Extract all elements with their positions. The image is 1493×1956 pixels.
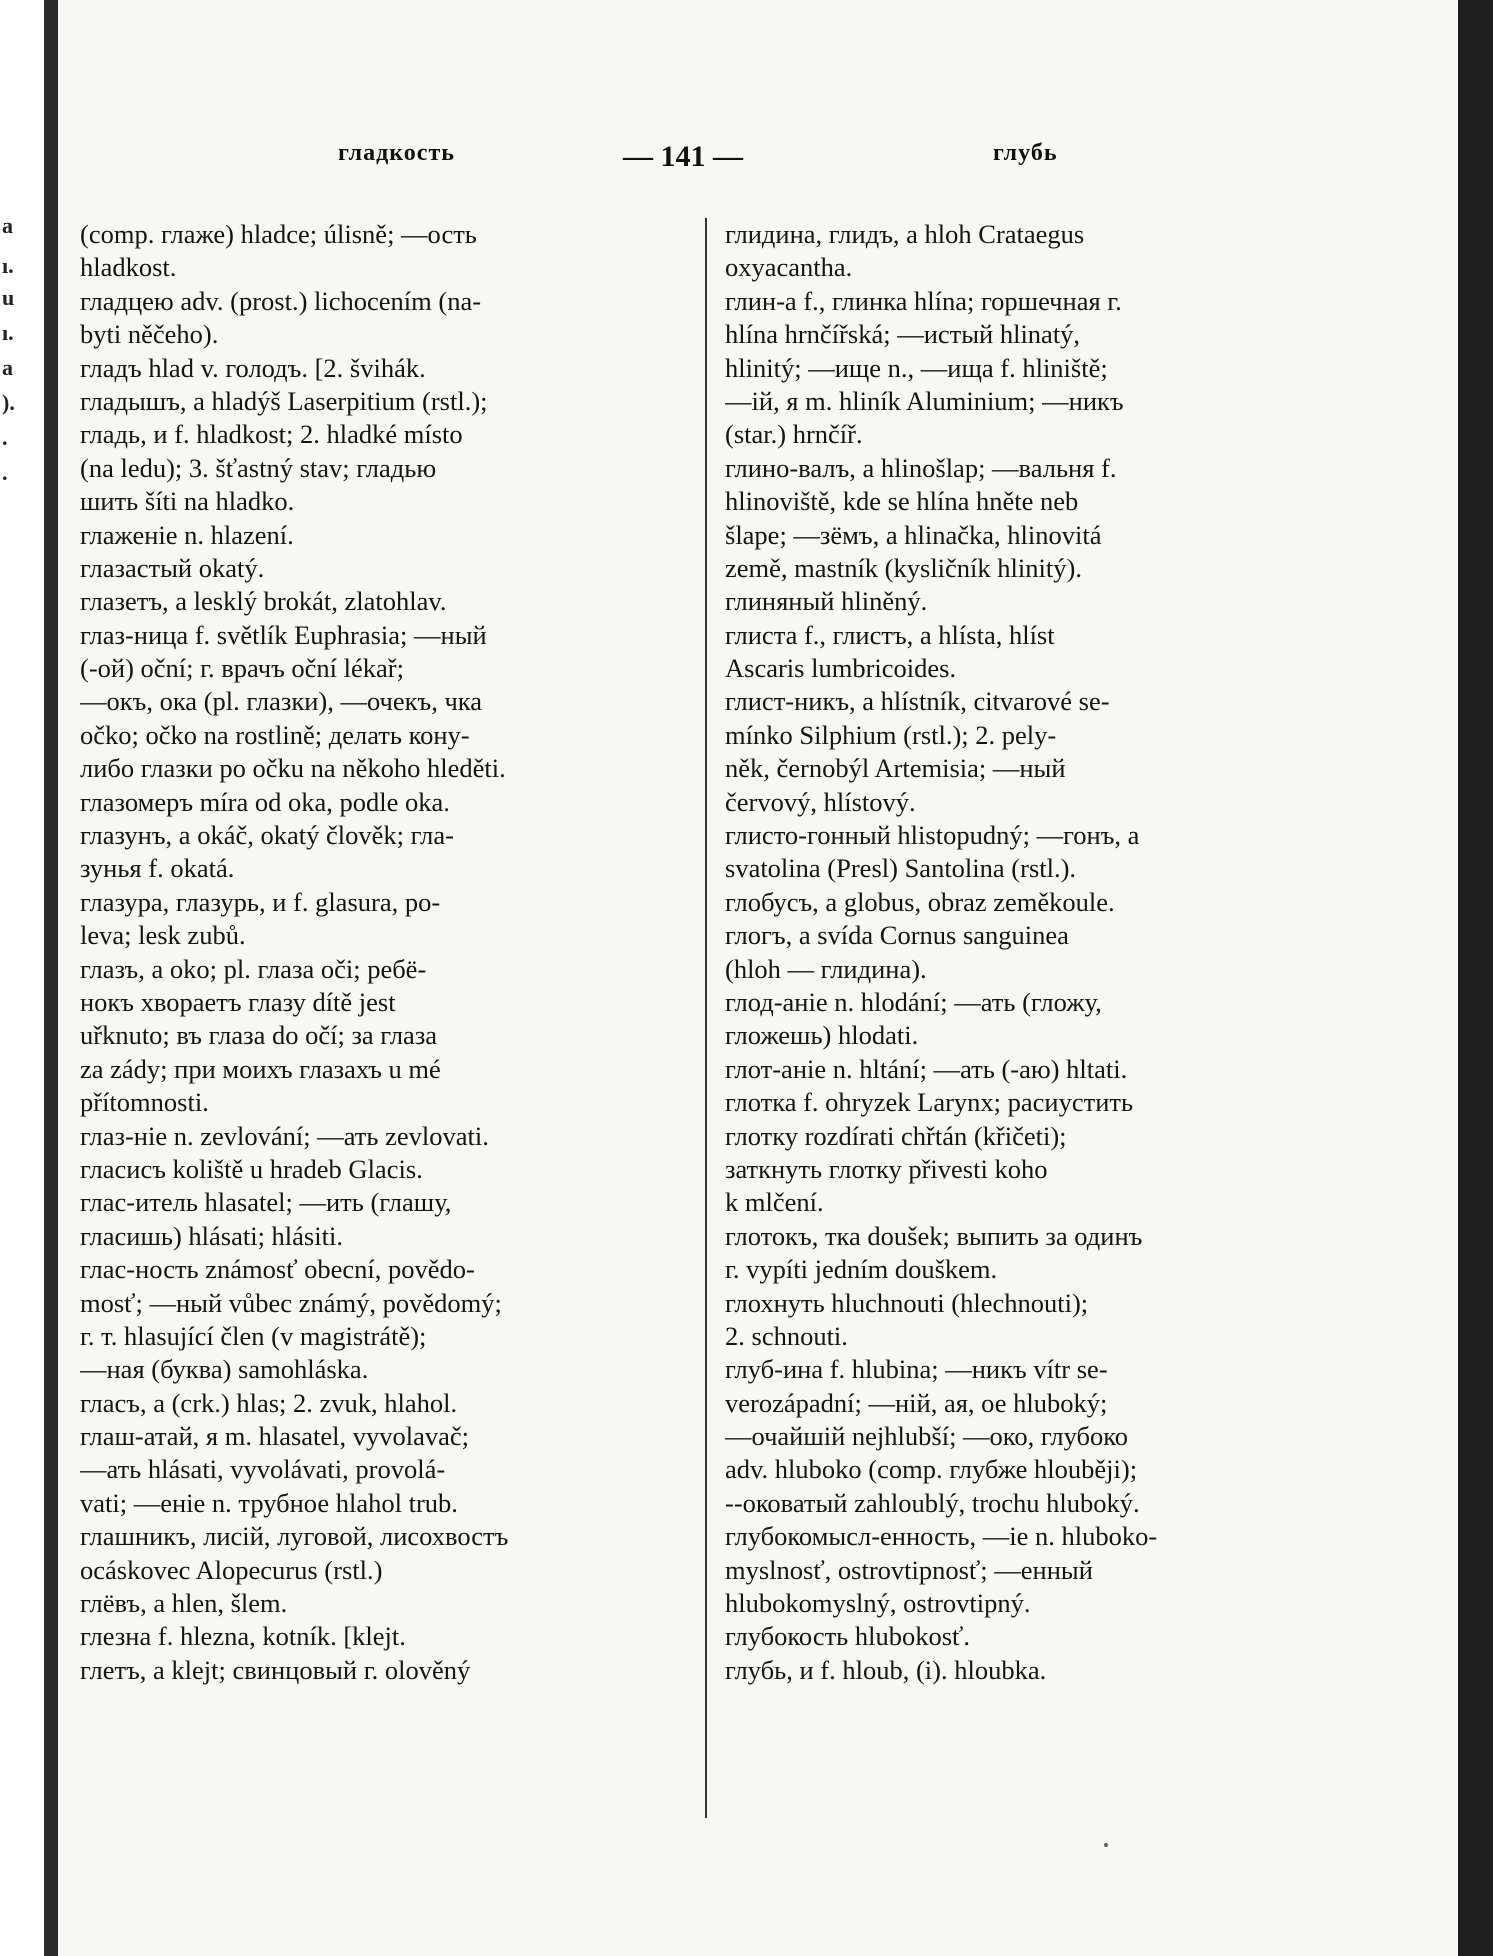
dictionary-entry-line: hlína hrnčířská; —истый hlinatý, [725,319,1081,350]
dictionary-entry-line: hlubokomyslný, ostrovtipný. [725,1588,1031,1619]
dictionary-entry-line: глисто-гонный hlistopudný; —гонъ, a [725,820,1140,851]
column-divider [705,218,707,1818]
dictionary-entry-line: глазастый okatý. [80,552,265,583]
dictionary-entry-line: либо глазки po očku na někoho hleděti. [80,753,506,784]
dictionary-entry-line: přítomnosti. [80,1087,209,1118]
dictionary-entry-line: гладь, и f. hladkost; 2. hladké místo [80,419,463,450]
dictionary-entry-line: глазунъ, a okáč, okatý člověk; гла- [80,820,454,851]
margin-fragment: ı. [2,253,14,278]
dictionary-entry-line: глас-ность známosť obecní, povědo- [80,1254,475,1285]
dictionary-entry-line: země, mastník (kysličník hlinitý). [725,552,1082,583]
dictionary-entry-line: něk, černobýl Artemisia; —ный [725,753,1066,784]
dictionary-entry-line: verozápadní; —ній, ая, ое hluboký; [725,1387,1108,1418]
dictionary-entry-line: гладцею adv. (prost.) lichocením (na- [80,285,482,316]
dictionary-entry-line: hlinitý; —ище n., —ища f. hliniště; [725,352,1108,383]
dictionary-entry-line: глазомеръ míra od oka, podle oka. [80,786,450,817]
dictionary-entry-line: глист-никъ, a hlístník, citvarové se- [725,686,1110,717]
dictionary-entry-line: глазъ, a oko; pl. глаза oči; ребё- [80,953,427,984]
dictionary-entry-line: (-ой) oční; г. врачъ oční lékař; [80,653,404,684]
dictionary-entry-line: myslnosť, ostrovtipnosť; —енный [725,1554,1093,1585]
margin-fragment: ı. [2,320,14,345]
dictionary-entry-line: (comp. глаже) hladce; úlisně; —ость [80,219,477,249]
dictionary-entry-line: —очайшій nejhlubší; —око, глубоко [725,1421,1128,1452]
margin-fragment: ). [2,390,15,415]
dictionary-entry-line: глазура, глазурь, и f. glasura, po- [80,886,441,917]
dictionary-entry-line: гладъ hlad v. голодъ. [2. švihák. [80,352,426,383]
dictionary-entry-line: глубокость hlubokosť. [725,1621,970,1652]
header-right-guide-word: глубь [993,140,1058,166]
dictionary-entry-line: (star.) hrnčíř. [725,419,863,450]
dictionary-entry-line: глаз-ница f. světlík Euphrasia; —ный [80,619,487,650]
right-column [725,218,1365,1687]
margin-fragment: a [2,213,13,238]
page-number: — 141 — [623,140,743,173]
dictionary-entry-line: šlape; —зёмъ, a hlinačka, hlinovitá [725,519,1102,550]
dictionary-entry-line: нокъ хвораетъ глазу dítě jest [80,986,396,1017]
dictionary-entry-line: (na ledu); 3. šťastný stav; гладью [80,452,437,483]
dictionary-entry-line: hladkost. [80,252,177,283]
dictionary-entry-line: гладышъ, a hladýš Laserpitium (rstl.); [80,385,488,416]
dictionary-entry-line: oxyacantha. [725,252,853,283]
dictionary-entry-line: глод-аніе n. hlodání; —ать (гложу, [725,986,1102,1017]
dictionary-entry-line: za zády; при моихъ глазахъ u mé [80,1053,441,1084]
dictionary-entry-line: глиста f., глистъ, a hlísta, hlíst [725,619,1055,650]
left-column [80,218,688,1687]
dictionary-entry-line: глин-а f., глинка hlína; горшечная г. [725,285,1122,316]
dictionary-entry-line: mosť; —ный vůbec známý, povědomý; [80,1287,502,1318]
dictionary-entry-line: глаз-ніе n. zevlování; —ать zevlovati. [80,1120,489,1151]
previous-page-edge [0,0,44,1956]
dictionary-entry-line: заткнуть глотку přivesti koho [725,1153,1048,1184]
dictionary-entry-line: гласисъ koliště u hradeb Glacis. [80,1153,423,1184]
dictionary-entry-line: Ascaris lumbricoides. [725,653,957,684]
page-header [58,140,1458,180]
dictionary-entry-line: зунья f. okatá. [80,853,235,884]
dictionary-entry-line: глаженіе n. hlazení. [80,519,294,550]
dictionary-entry-line: глубь, и f. hloub, (i). hloubka. [725,1654,1047,1685]
margin-fragment: . [2,460,8,485]
dictionary-entry-line: —ать hlásati, vyvolávati, provolá- [80,1454,446,1485]
dictionary-entry-line: глубокомысл-енность, —іе n. hluboko- [725,1521,1158,1552]
dictionary-entry-line: глёвъ, a hlen, šlem. [80,1588,288,1619]
dictionary-entry-line: глас-итель hlasatel; —ить (глашу, [80,1187,452,1218]
dictionary-entry-line: глазетъ, a lesklý brokát, zlatohlav. [80,586,447,617]
dictionary-entry-line: глино-валъ, a hlinošlap; —вальня f. [725,452,1117,483]
dictionary-entry-line: глидина, глидъ, a hloh Crataegus [725,219,1085,249]
dictionary-entry-line: svatolina (Presl) Santolina (rstl.). [725,853,1077,884]
dictionary-entry-line: гласишь) hlásati; hlásiti. [80,1220,343,1251]
margin-fragment: u [2,285,15,310]
dictionary-entry-line: k mlčení. [725,1187,824,1218]
dictionary-entry-line: byti něčeho). [80,319,219,350]
dictionary-entry-line: leva; lesk zubů. [80,920,246,951]
dictionary-entry-line: uřknuto; въ глаза do očí; за глаза [80,1020,438,1051]
dictionary-entry-line: červový, hlístový. [725,786,916,817]
dictionary-entry-line: глотку rozdírati chřtán (křičeti); [725,1120,1067,1151]
dictionary-entry-line: глиняный hliněný. [725,586,928,617]
scan-border [1458,0,1493,1956]
dictionary-entry-line: г. vypíti jedním douškem. [725,1254,998,1285]
dictionary-entry-line: --оковатый zahloublý, trochu hluboký. [725,1487,1140,1518]
dictionary-entry-line: 2. schnouti. [725,1320,848,1351]
dictionary-entry-line: г. т. hlasující člen (v magistrátě); [80,1320,427,1351]
dictionary-entry-line: očko; očko na rostlině; делать кону- [80,719,470,750]
dictionary-entry-line: глашникъ, лисій, луговой, лисохвостъ [80,1521,509,1552]
dictionary-entry-line: adv. hluboko (comp. глубже hlouběji); [725,1454,1138,1485]
dictionary-entry-line: глаш-атай, я m. hlasatel, vyvolavač; [80,1421,470,1452]
dictionary-entry-line: глотка f. ohryzek Larynx; расиустить [725,1087,1134,1118]
dictionary-entry-line: глотокъ, тка doušek; выпить за одинъ [725,1220,1143,1251]
dictionary-entry-line: hlinoviště, kde se hlína hněte neb [725,486,1079,517]
dictionary-entry-line: глогъ, a svída Cornus sanguinea [725,920,1069,951]
dictionary-entry-line: —ная (буква) samohláska. [80,1354,369,1385]
margin-fragment: . [2,425,8,450]
dictionary-entry-line: —окъ, ока (pl. глазки), —очекъ, чка [80,686,483,717]
header-left-guide-word: гладкость [338,140,455,166]
dictionary-entry-line: ocáskovec Alopecurus (rstl.) [80,1554,383,1585]
dictionary-entry-line: гложешь) hlodati. [725,1020,919,1051]
dictionary-entry-line: гласъ, a (crk.) hlas; 2. zvuk, hlahol. [80,1387,458,1418]
dictionary-entry-line: глетъ, a klejt; свинцовый г. olověný [80,1654,471,1685]
dictionary-entry-line: —ій, я m. hliník Aluminium; —никъ [725,385,1124,416]
dictionary-entry-line: глот-аніе n. hltání; —ать (-аю) hltati. [725,1053,1128,1084]
dictionary-entry-line: шить šíti na hladko. [80,486,295,517]
dictionary-page [58,0,1458,1956]
dictionary-entry-line: vati; —еніе n. трубное hlahol trub. [80,1487,458,1518]
dictionary-entry-line: глуб-ина f. hlubina; —никъ vítr se- [725,1354,1108,1385]
dictionary-entry-line: глезна f. hlezna, kotník. [klejt. [80,1621,406,1652]
dictionary-entry-line: (hloh — глидина). [725,953,927,984]
page-speck [1104,1843,1108,1847]
margin-fragment: a [2,355,13,380]
dictionary-entry-line: mínko Silphium (rstl.); 2. pely- [725,719,1057,750]
dictionary-entry-line: глобусъ, a globus, obraz zeměkoule. [725,886,1115,917]
dictionary-entry-line: глохнуть hluchnouti (hlechnouti); [725,1287,1089,1318]
